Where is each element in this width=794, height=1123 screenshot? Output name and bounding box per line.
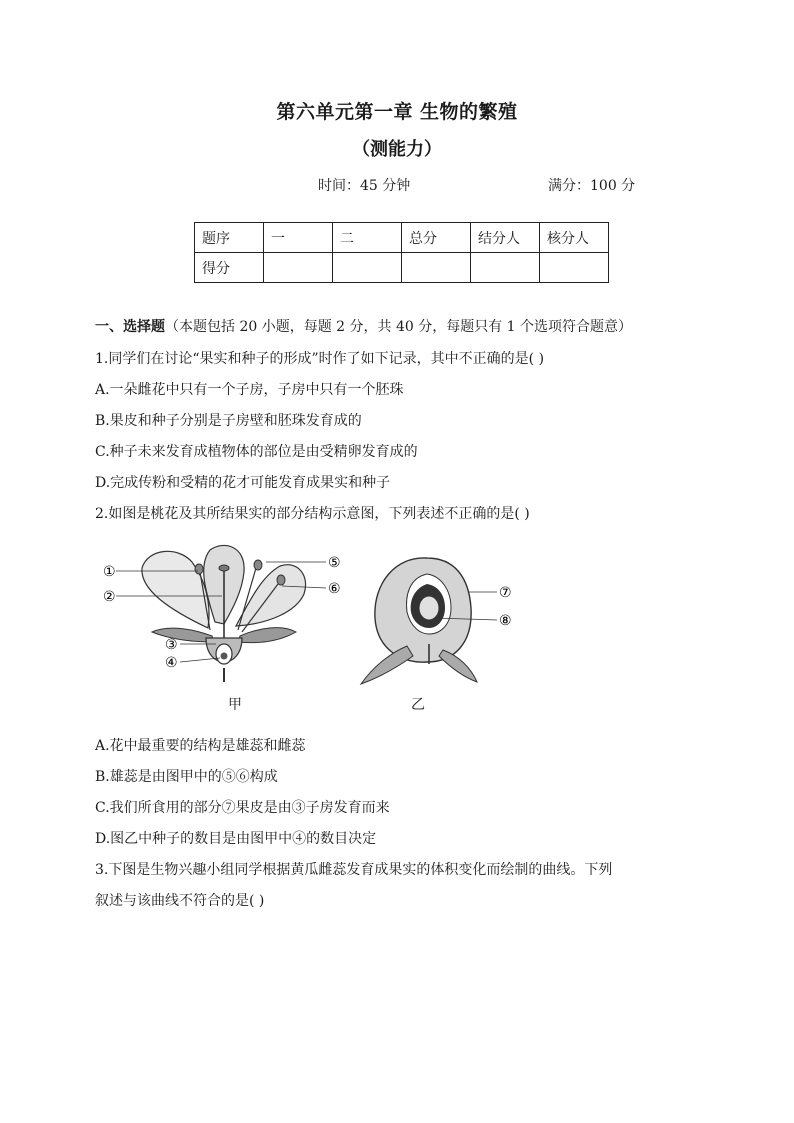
- exam-time: 时间：45 分钟: [318, 178, 411, 194]
- score-cell: 得分: [195, 253, 264, 283]
- section-heading: [95, 317, 632, 337]
- question-2-option-c[interactable]: C.我们所食用的部分⑦果皮是由③子房发育而来: [95, 800, 390, 816]
- label-6: ⑥: [328, 581, 341, 597]
- question-3-stem-line1: 3.下图是生物兴趣小组同学根据黄瓜雌蕊发育成果实的体积变化而绘制的曲线。下列: [95, 862, 613, 878]
- question-3-stem-line2: 叙述与该曲线不符合的是( ): [95, 893, 265, 909]
- score-table: [194, 222, 609, 283]
- label-4: ④: [165, 655, 178, 671]
- question-2-stem: 2.如图是桃花及其所结果实的部分结构示意图，下列表述不正确的是( ): [95, 506, 530, 522]
- question-2-option-d[interactable]: D.图乙中种子的数目是由图甲中④的数目决定: [95, 831, 377, 847]
- page-title: 第六单元第一章 生物的繁殖: [276, 101, 518, 123]
- score-cell: 核分人: [540, 223, 609, 253]
- score-cell: 一: [264, 223, 333, 253]
- question-1-option-d[interactable]: D.完成传粉和受精的花才可能发育成果实和种子: [95, 475, 391, 491]
- section-title: 一、选择题: [95, 319, 165, 335]
- score-cell: 二: [333, 223, 402, 253]
- label-8: ⑧: [499, 613, 512, 629]
- score-input-cell[interactable]: [333, 253, 402, 283]
- question-1-option-c[interactable]: C.种子未来发育成植物体的部位是由受精卵发育成的: [95, 444, 418, 460]
- label-5: ⑤: [328, 555, 341, 571]
- page-subtitle: （测能力）: [352, 139, 442, 160]
- score-cell: 总分: [402, 223, 471, 253]
- figure-caption-jia: 甲: [228, 697, 242, 713]
- question-1-stem: 1.同学们在讨论“果实和种子的形成”时作了如下记录，其中不正确的是( ): [95, 351, 545, 367]
- question-1-option-b[interactable]: B.果皮和种子分别是子房壁和胚珠发育成的: [95, 413, 362, 429]
- question-2-option-a[interactable]: A.花中最重要的结构是雄蕊和雌蕊: [95, 738, 306, 754]
- peach-flower-figure: [100, 540, 360, 690]
- question-1-option-a[interactable]: A.一朵雌花中只有一个子房，子房中只有一个胚珠: [95, 382, 404, 398]
- score-input-cell[interactable]: [540, 253, 609, 283]
- peach-fruit-figure: [355, 548, 530, 693]
- label-7: ⑦: [499, 585, 512, 601]
- question-2-option-b[interactable]: B.雄蕊是由图甲中的⑤⑥构成: [95, 769, 278, 785]
- score-cell: 结分人: [471, 223, 540, 253]
- label-2: ②: [103, 589, 116, 605]
- label-1: ①: [103, 564, 116, 580]
- figure-caption-yi: 乙: [411, 697, 425, 713]
- section-note: （本题包括 20 小题，每题 2 分，共 40 分，每题只有 1 个选项符合题意）: [165, 319, 633, 335]
- score-input-cell[interactable]: [402, 253, 471, 283]
- score-cell: 题序: [195, 223, 264, 253]
- exam-full-score: 满分：100 分: [548, 178, 636, 194]
- label-3: ③: [165, 637, 178, 653]
- score-table-score-row: [195, 253, 609, 283]
- score-table-header-row: [195, 223, 609, 253]
- score-input-cell[interactable]: [471, 253, 540, 283]
- score-input-cell[interactable]: [264, 253, 333, 283]
